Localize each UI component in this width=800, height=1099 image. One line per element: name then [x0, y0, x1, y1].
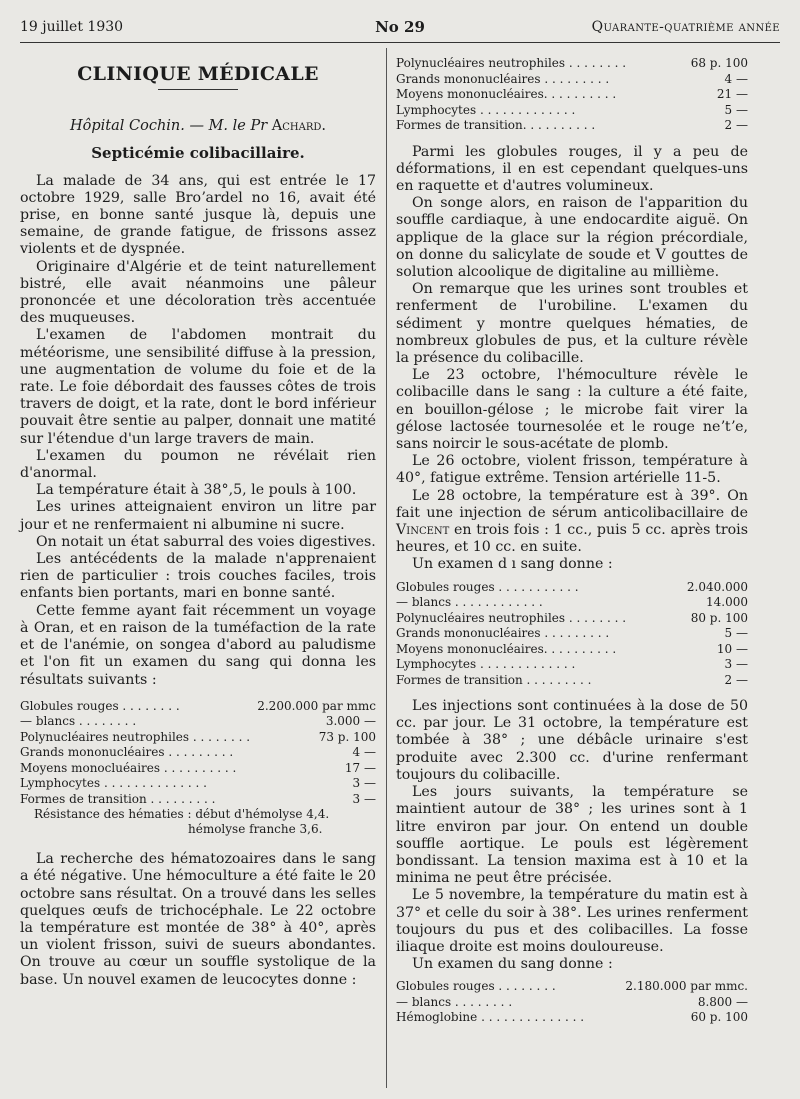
table-row: Moyens mononucléaires. . . . . . . . . . 21 — — [396, 87, 748, 101]
paragraph: Le 28 octobre, la température est à 39°. On fait une injection de sérum anticolibacillaire de Vincent en trois fois : 1 cc., puis 5 cc. après trois heures, et 10 cc. en suite. — [396, 487, 748, 556]
table-row: Hémoglobine . . . . . . . . . . . . . . 60 p. 100 — [396, 1010, 748, 1025]
paragraph: On songe alors, en raison de l'apparition du souffle cardiaque, à une endocardite aiguë. On applique de la glace sur la région précordiale, on donne du salicylate de soude et V gouttes de solution alcoolique de digitaline au millième. — [396, 195, 748, 280]
resistance-line-2: hémolyse franche 3,6. — [188, 822, 323, 837]
paragraph: On remarque que les urines sont troubles et renferment de l'urobiline. L'examen du sédiment y montre quelques hématies, de nombreux globules de pus, et la culture révèle la présence du colibacille. — [396, 281, 748, 366]
hospital-text: Hôpital Cochin. — M. le Pr — [69, 118, 268, 135]
table-row: Moyens mononucléaires. . . . . . . . . . 10 — — [396, 641, 748, 656]
blood-table-3 — [396, 979, 748, 1026]
paragraph: Un examen d ı sang donne : — [412, 556, 613, 573]
table-row: Polynucléaires neutrophiles . . . . . . . . 68 p. 100 — [396, 56, 748, 70]
paragraph: Originaire d'Algérie et de teint naturellement bistré, elle avait néanmoins une pâleur prononcée et une décoloration très accentuée des muqueuses. — [20, 258, 376, 327]
table-row: — blancs . . . . . . . . 3.000 — — [20, 714, 376, 729]
table-row: — blancs . . . . . . . . . . . . 14.000 — [396, 595, 748, 610]
paragraph: Les antécédents de la malade n'apprenaient rien de particulier : trois couches faciles, trois enfants bien portants, mari en bonne santé. — [20, 551, 376, 602]
table-row: Globules rouges . . . . . . . . 2.200.000 par mmc — [20, 698, 376, 713]
paragraph: Parmi les globules rouges, il y a peu de déformations, il en est cependant quelques-uns en raquette et d'autres volumineux. — [396, 143, 748, 194]
vincent-name: Vincent — [396, 521, 450, 538]
professor-name: Achard. — [271, 118, 327, 135]
table-row: Lymphocytes . . . . . . . . . . . . . 3 — — [396, 657, 748, 672]
paragraph: Les urines atteignaient environ un litre par jour et ne renfermaient ni albumine ni sucre. — [20, 499, 376, 533]
table-row: Formes de transition . . . . . . . . . 2 — — [396, 672, 748, 687]
blood-table-2 — [396, 580, 748, 689]
paragraph: La recherche des hématozoaires dans le sang a été négative. Une hémoculture a été faite le 20 octobre sans résultat. On a trouvé dans les selles quelques œufs de trichocéphale. Le 22 octobre la température est montée de 38° à 40°, après un violent frisson, suivi de sueurs abondantes. On trouve au cœur un souffle systolique de la base. Un nouvel examen de leucocytes donne : — [20, 851, 376, 988]
paragraph: La température était à 38°,5, le pouls à 100. — [36, 482, 357, 499]
table-row: Formes de transition . . . . . . . . . 3 — — [20, 791, 376, 806]
section-title: CLINIQUE MÉDICALE — [77, 63, 319, 85]
header-date: 19 juillet 1930 — [20, 19, 124, 35]
table-row: Polynucléaires neutrophiles . . . . . . . . 80 p. 100 — [396, 610, 748, 625]
resistance-line-1: Résistance des hématies : début d'hémolyse 4,4. — [34, 807, 330, 822]
paragraph: Les jours suivants, la température se maintient autour de 38° ; les urines sont à 1 litre environ par jour. On entend un double souffle aortique. Le pouls est légèrement bondissant. La tension maxima est à 10 et la minima ne peut être précisée. — [396, 784, 748, 887]
table-row: Formes de transition. . . . . . . . . . 2 — — [396, 118, 748, 132]
paragraph: Les injections sont continuées à la dose de 50 cc. par jour. Le 31 octobre, la température est tombée à 38° ; une débâcle urinaire s'est produite avec 2.300 cc. d'urine renfermant toujours du colibacille. — [396, 698, 748, 783]
hospital-line — [20, 118, 376, 135]
paragraph: Le 26 octobre, violent frisson, température à 40°, fatigue extrême. Tension artérielle 11-5. — [396, 453, 748, 487]
table-row: Lymphocytes . . . . . . . . . . . . . 5 — — [396, 102, 748, 117]
title-rule — [158, 89, 238, 90]
column-divider — [386, 48, 387, 1088]
table-row: Grands mononucléaires . . . . . . . . . 4 — — [396, 71, 748, 86]
paragraph: L'examen de l'abdomen montrait du météorisme, une sensibilité diffuse à la pression, une augmentation de volume du foie et de la rate. Le foie débordait des fausses côtes de trois travers de doigt, et la rate, dont le bord inférieur pouvait être sentie au palper, donnait une matité sur l'étendue d'un large travers de main. — [20, 327, 376, 447]
page-header — [20, 16, 780, 43]
table-row: Lymphocytes . . . . . . . . . . . . . . 3 — — [20, 776, 376, 791]
paragraph: Le 23 octobre, l'hémoculture révèle le colibacille dans le sang : la culture a été faite, en bouillon-gélose ; le microbe fait virer la gélose lactosée tournesolée et le rouge neʼtʼe, sans noircir le sous-acétate de plomb. — [396, 367, 748, 452]
paragraph: Cette femme ayant fait récemment un voyage à Oran, et en raison de la tuméfaction de la rate et de l'anémie, on songea d'abord au paludisme et l'on fit un examen du sang qui donna les résultats suivants : — [20, 602, 376, 688]
table-row: — blancs . . . . . . . . 8.800 — — [396, 994, 748, 1009]
case-title: Septicémie colibacillaire. — [91, 144, 305, 163]
right-column — [396, 56, 748, 1026]
paragraph: On notait un état saburral des voies digestives. — [36, 533, 376, 550]
left-column — [20, 56, 376, 989]
paragraph: La malade de 34 ans, qui est entrée le 17 octobre 1929, salle Broʼardel no 16, avait été prise, en bonne santé jusque là, depuis une semaine, de grande fatigue, de frissons assez violents et de dyspnée. — [20, 172, 376, 258]
table-row: Moyens monocluéaires . . . . . . . . . . 17 — — [20, 760, 376, 775]
header-number: No 29 — [375, 18, 425, 36]
table-row: Polynucléaires neutrophiles . . . . . . . . 73 p. 100 — [20, 729, 376, 744]
header-year: Quarante-quatrième année — [591, 19, 780, 35]
table-row: Grands mononucléaires . . . . . . . . . 5 — — [396, 626, 748, 641]
paragraph: Le 5 novembre, la température du matin est à 37° et celle du soir à 38°. Les urines renferment toujours du pus et des colibacilles. La fosse iliaque droite est moins douloureuse. — [396, 887, 748, 955]
table-row: Grands mononucléaires . . . . . . . . . 4 — — [20, 745, 376, 760]
blood-table-1 — [20, 699, 376, 808]
paragraph: L'examen du poumon ne révélait rien d'anormal. — [20, 447, 376, 482]
table-row: Globules rouges . . . . . . . . . . . 2.040.000 — [396, 579, 748, 594]
leucocyte-table — [396, 56, 748, 134]
paragraph: Un examen du sang donne : — [412, 956, 613, 973]
table-row: Globules rouges . . . . . . . . 2.180.000 par mmc. — [396, 979, 748, 994]
